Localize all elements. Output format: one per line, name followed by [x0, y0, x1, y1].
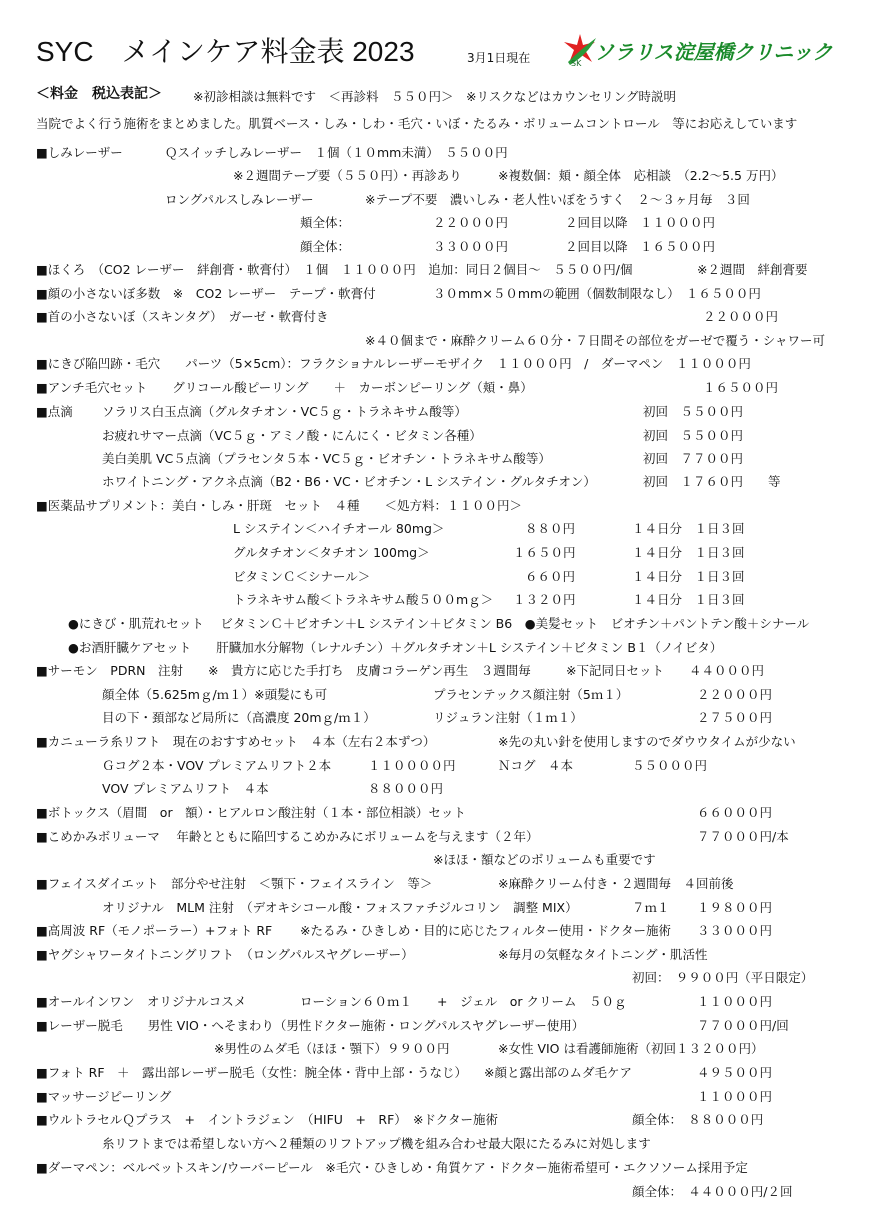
item-line: ソラリス白玉点滴（グルタチオン・VC５ｇ・トラネキサム酸等）: [102, 404, 467, 419]
section-heading: ■フォト RF ＋ 露出部レーザー脱毛（女性：腕全体・背中上部・うなじ）: [36, 1065, 468, 1080]
item-line: VOV プレミアムリフト ４本: [102, 781, 269, 796]
item-line: ホワイトニング・アクネ点滴（B2・B6・VC・ビオチン・L システイン・グルタチオン）: [102, 474, 596, 489]
volume: ７ｍ１: [632, 900, 670, 915]
section-heading: ■レーザー脱毛 男性 VIO・へそまわり（男性ドクター施術・ロングパルスヤグレーザー使用）: [36, 1018, 585, 1033]
item-line: ビタミンＣ＜シナール＞: [233, 569, 371, 584]
item-line: 目の下・頚部など局所に（高濃度 20mｇ/ｍ１）: [102, 710, 376, 725]
price: １６５００円: [703, 380, 779, 395]
note-line: ※麻酔クリーム付き・２週間毎 ４回前後: [498, 876, 734, 891]
item-line: Ｎコグ ４本: [498, 758, 574, 773]
section-heading: ■ヤグシャワータイトニングリフト （ロングパルスヤグレーザー）: [36, 947, 414, 962]
note-line: ※複数個：頬・顔全体 応相談 （2.2～5.5 万円）: [498, 168, 784, 183]
item-line: ロングパルスしみレーザー: [165, 192, 314, 207]
section-heading: ■サーモン PDRN 注射 ※ 貴方に応じた手打ち 皮膚コラーゲン再生 ３週間毎: [36, 663, 531, 678]
price: ２回目以降 １６５００円: [565, 239, 716, 254]
item-line: リジュラン注射（１ｍ１）: [433, 710, 583, 725]
section-heading: ■高周波 RF（モノポーラー）+フォト RF: [36, 923, 273, 938]
price: ８８０円: [525, 521, 576, 536]
note-line: ※顔と露出部のムダ毛ケア: [484, 1065, 632, 1080]
set-line: ●にきび・肌荒れセット ビタミンＣ＋ビオチン＋L システイン＋ビタミン B6 ●美髪セット ビオチン＋パントテン酸＋シナール: [68, 616, 810, 631]
section-heading: ■ダーマペン：ベルベットスキン/ウーバーピール ※毛穴・ひきしめ・角質ケア・ドクター施術希望可・エクソソーム採用予定: [36, 1160, 748, 1175]
section-heading: ■にきび陥凹跡・毛穴 パーツ（5×5cm）：フラクショナルレーザーモザイク １１０００円 / ダーマペン １１０００円: [36, 356, 751, 371]
clinic-logo: [562, 32, 833, 68]
dosage: １４日分 １日３回: [632, 521, 745, 536]
section-heading: ■フェイスダイエット 部分やせ注射 ＜顎下・フェイスライン 等＞: [36, 876, 433, 891]
price-line: 顔全体： ４４０００円/２回: [632, 1184, 793, 1199]
price-line: 初回： ９９００円（平日限定）: [632, 970, 814, 985]
price-line: ※下記同日セット ４４０００円: [566, 663, 764, 678]
item-line: Ｇコグ２本・VOV プレミアムリフト２本: [102, 758, 332, 773]
price: 初回 ７７００円: [643, 451, 744, 466]
note-line: ※女性 VIO は看護師施術（初回１３２００円）: [498, 1041, 764, 1056]
price: ２２０００円: [697, 687, 773, 702]
section-heading: ■ほくろ （CO2 レーザー 絆創膏・軟膏付） １個 １１０００円 追加：同日２個目～ ５５００円/個: [36, 262, 633, 277]
price: ６６０円: [525, 569, 576, 584]
pricing-label: ＜料金 税込表記＞: [36, 86, 162, 102]
note-line: 糸リフトまでは希望しない方へ２種類のリフトアップ機を組み合わせ最大限にたるみに対処します: [102, 1136, 651, 1151]
item-line: 美白美肌 VC５点滴（プラセンタ５本・VC５ｇ・ビオチン・トラネキサム酸等）: [102, 451, 551, 466]
consult-note: ※初診相談は無料です ＜再診料 ５５０円＞ ※リスクなどはカウンセリング時説明: [193, 89, 676, 104]
price: ３３０００円: [433, 239, 509, 254]
price: １９８００円: [697, 900, 773, 915]
price: ３３０００円: [697, 923, 773, 938]
set-line: ●お酒肝臓ケアセット 肝臓加水分解物（レナルチン）＋グルタチオン＋L システイン＋ビタミン B１（ノイビタ）: [68, 640, 723, 655]
price: ２７５００円: [697, 710, 773, 725]
section-heading: ■ウルトラセルＱプラス + イントラジェン （HIFU + RF） ※ドクター施術: [36, 1112, 499, 1127]
price-line: 顔全体： ８８０００円: [632, 1112, 764, 1127]
section-heading: ■こめかみボリューマ 年齢とともに陥凹するこめかみにボリュームを与えます（２年）: [36, 829, 539, 844]
note-line: ※２週間テープ要（５５０円）・再診あり: [233, 168, 462, 183]
price: ７７０００円/本: [697, 829, 789, 844]
item-line: オリジナル MLM 注射 （デオキシコール酸・フォスファチジルコリン 調整 MIX）: [102, 900, 578, 915]
section-heading: ■アンチ毛穴セット グリコール酸ピーリング ＋ カーボンピーリング（頬・鼻）: [36, 380, 533, 395]
price: ４９５００円: [697, 1065, 773, 1080]
section-heading: ■顔の小さないぼ多数 ※ CO2 レーザー テープ・軟膏付: [36, 286, 376, 301]
price: １１０００円: [697, 1089, 773, 1104]
price: ７７０００円/回: [697, 1018, 789, 1033]
note-line: ※４０個まで・麻酔クリーム６０分・７日間その部位をガーゼで覆う・シャワー可: [365, 333, 825, 348]
section-heading: ■首の小さないぼ（スキンタグ） ガーゼ・軟膏付き: [36, 309, 329, 324]
price: 初回 １７６０円 等: [643, 474, 781, 489]
item-line: ローション６０ｍ１ + ジェル or クリーム ５０ｇ: [300, 994, 627, 1009]
section-heading: ■マッサージピーリング: [36, 1089, 172, 1104]
item-label: 頬全体：: [300, 215, 351, 230]
dosage: １４日分 １日３回: [632, 569, 745, 584]
price: ２２０００円: [703, 309, 779, 324]
item-label: 顔全体：: [300, 239, 351, 254]
price: 初回 ５５００円: [643, 428, 744, 443]
section-heading: ■しみレーザー: [36, 145, 123, 160]
price-line: ３０mm×５０mmの範囲（個数制限なし） １６５００円: [433, 286, 761, 301]
note-line: ※テープ不要 濃いしみ・老人性いぼをうすく ２～３ヶ月毎 ３回: [365, 192, 750, 207]
as-of-date: 3月1日現在: [467, 51, 531, 65]
note-line: ※毎月の気軽なタイトニング・肌活性: [498, 947, 708, 962]
star-leaf-icon: [562, 32, 598, 68]
price: ５５０００円: [632, 758, 708, 773]
section-heading: ■カニューラ糸リフト 現在のおすすめセット ４本（左右２本ずつ）: [36, 734, 436, 749]
item-line: お疲れサマー点滴（VC５ｇ・アミノ酸・にんにく・ビタミン各種）: [102, 428, 482, 443]
price: ２２０００円: [433, 215, 509, 230]
price: ２回目以降 １１０００円: [565, 215, 716, 230]
note-line: ※ほほ・額などのボリュームも重要です: [433, 852, 656, 867]
section-heading: ■医薬品サプリメント：美白・しみ・肝斑 セット ４種 ＜処方料：１１００円＞: [36, 498, 523, 513]
section-heading: ■オールインワン オリジナルコスメ: [36, 994, 247, 1009]
logo-badge: SK: [571, 59, 582, 68]
item-line: L システイン＜ハイチオール 80mg＞: [233, 521, 445, 536]
page-title: SYC メインケア料金表 2023: [36, 36, 415, 67]
note-line: ※２週間 絆創膏要: [697, 262, 808, 277]
section-heading: ■ボトックス（眉間 or 額）・ヒアルロン酸注射（１本・部位相談）セット: [36, 805, 466, 820]
section-heading: ■点滴: [36, 404, 73, 419]
price: ６６０００円: [697, 805, 773, 820]
price: １１００００円: [368, 758, 456, 773]
price: １１０００円: [697, 994, 773, 1009]
price: １６５０円: [513, 545, 576, 560]
price: ８８０００円: [368, 781, 444, 796]
note-line: ※先の丸い針を使用しますのでダウウタイムが少ない: [498, 734, 796, 749]
price: １３２０円: [513, 592, 576, 607]
item-line: トラネキサム酸＜トラネキサム酸５００mｇ＞: [233, 592, 494, 607]
dosage: １４日分 １日３回: [632, 592, 745, 607]
item-line: 顔全体（5.625mｇ/ｍ１）※頭髪にも可: [102, 687, 328, 702]
note-line: ※男性のムダ毛（ほほ・顎下）９９００円: [214, 1041, 450, 1056]
note-line: ※たるみ・ひきしめ・目的に応じたフィルター使用・ドクター施術: [300, 923, 671, 938]
item-line: プラセンテックス顔注射（5ｍ１）: [433, 687, 629, 702]
item-line: グルタチオン＜タチオン 100mg＞: [233, 545, 430, 560]
price: 初回 ５５００円: [643, 404, 744, 419]
dosage: １４日分 １日３回: [632, 545, 745, 560]
intro-text: 当院でよく行う施術をまとめました。肌質ベース・しみ・しわ・毛穴・いぼ・たるみ・ボリュームコントロール 等にお応えしています: [36, 116, 798, 131]
logo-text: ソラリス淀屋橋クリニック: [594, 40, 833, 64]
price-line: Ｑスイッチしみレーザー １個（１０mm未満） ５５００円: [165, 145, 508, 160]
